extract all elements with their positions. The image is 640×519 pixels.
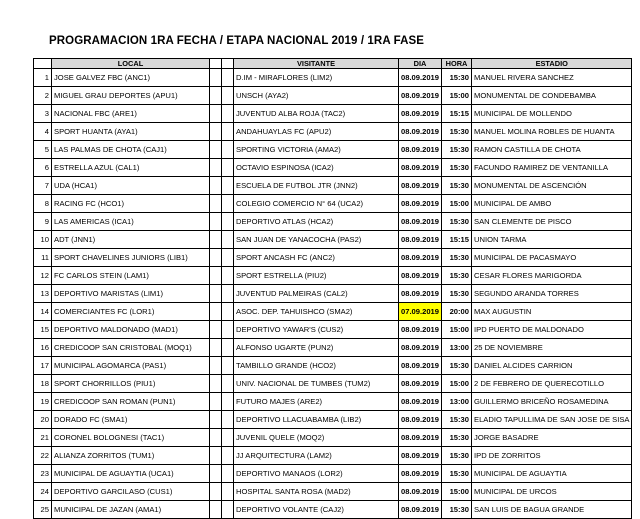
visiting-team-cell: HOSPITAL SANTA ROSA (MAD2): [234, 483, 399, 501]
visiting-team-cell: OCTAVIO ESPINOSA (ICA2): [234, 159, 399, 177]
blank-cell: [210, 87, 222, 105]
visiting-team-cell: JUVENTUD PALMEIRAS (CAL2): [234, 285, 399, 303]
time-cell: 15:30: [442, 429, 472, 447]
visiting-team-cell: JUVENIL QUELE (MOQ2): [234, 429, 399, 447]
visiting-team-cell: D.IM - MIRAFLORES (LIM2): [234, 69, 399, 87]
local-team-cell: LAS AMERICAS (ICA1): [52, 213, 210, 231]
date-cell: 08.09.2019: [399, 231, 442, 249]
local-team-cell: NACIONAL FBC (ARE1): [52, 105, 210, 123]
row-number: 25: [34, 501, 52, 519]
blank-cell: [222, 375, 234, 393]
header-estadio: ESTADIO: [472, 59, 632, 69]
local-team-cell: LAS PALMAS DE CHOTA (CAJ1): [52, 141, 210, 159]
table-row: [34, 267, 632, 285]
local-team-cell: SPORT HUANTA (AYA1): [52, 123, 210, 141]
row-number: 8: [34, 195, 52, 213]
date-cell: 08.09.2019: [399, 141, 442, 159]
visiting-team-cell: TAMBILLO GRANDE (HCO2): [234, 357, 399, 375]
blank-cell: [222, 231, 234, 249]
local-team-cell: DORADO FC (SMA1): [52, 411, 210, 429]
time-cell: 15:15: [442, 105, 472, 123]
date-cell: 08.09.2019: [399, 87, 442, 105]
blank-cell: [222, 249, 234, 267]
blank-cell: [222, 411, 234, 429]
header-hora: HORA: [442, 59, 472, 69]
blank-cell: [222, 483, 234, 501]
date-cell: 08.09.2019: [399, 195, 442, 213]
stadium-cell: SAN LUIS DE BAGUA GRANDE: [472, 501, 632, 519]
visiting-team-cell: SAN JUAN DE YANACOCHA (PAS2): [234, 231, 399, 249]
row-number: 17: [34, 357, 52, 375]
blank-cell: [210, 303, 222, 321]
row-number: 9: [34, 213, 52, 231]
date-cell: 08.09.2019: [399, 393, 442, 411]
blank-cell: [210, 177, 222, 195]
stadium-cell: SAN CLEMENTE DE PISCO: [472, 213, 632, 231]
date-cell: 08.09.2019: [399, 465, 442, 483]
blank-cell: [222, 105, 234, 123]
page-title: PROGRAMACION 1RA FECHA / ETAPA NACIONAL 2019 / 1RA FASE: [49, 35, 425, 47]
blank-cell: [210, 321, 222, 339]
local-team-cell: SPORT CHORRILLOS (PIU1): [52, 375, 210, 393]
table-row: [34, 321, 632, 339]
local-team-cell: CREDICOOP SAN ROMAN (PUN1): [52, 393, 210, 411]
table-row: [34, 465, 632, 483]
stadium-cell: MUNICIPAL DE AGUAYTIA: [472, 465, 632, 483]
stadium-cell: IPD PUERTO DE MALDONADO: [472, 321, 632, 339]
blank-cell: [222, 69, 234, 87]
date-cell: 08.09.2019: [399, 69, 442, 87]
time-cell: 15:30: [442, 159, 472, 177]
blank-cell: [210, 231, 222, 249]
row-number: 2: [34, 87, 52, 105]
header-visitante: VISITANTE: [234, 59, 399, 69]
stadium-cell: MUNICIPAL DE PACASMAYO: [472, 249, 632, 267]
date-cell: 08.09.2019: [399, 339, 442, 357]
time-cell: 15:30: [442, 285, 472, 303]
visiting-team-cell: DEPORTIVO YAWAR'S (CUS2): [234, 321, 399, 339]
time-cell: 15:30: [442, 213, 472, 231]
blank-cell: [222, 123, 234, 141]
time-cell: 15:30: [442, 447, 472, 465]
stadium-cell: JORGE BASADRE: [472, 429, 632, 447]
local-team-cell: MUNICIPAL AGOMARCA (PAS1): [52, 357, 210, 375]
visiting-team-cell: SPORTING VICTORIA (AMA2): [234, 141, 399, 159]
blank-cell: [210, 105, 222, 123]
table-row: [34, 357, 632, 375]
time-cell: 15:00: [442, 321, 472, 339]
local-team-cell: MUNICIPAL DE JAZAN (AMA1): [52, 501, 210, 519]
row-number: 15: [34, 321, 52, 339]
stadium-cell: 2 DE FEBRERO DE QUERECOTILLO: [472, 375, 632, 393]
row-number: 23: [34, 465, 52, 483]
stadium-cell: 25 DE NOVIEMBRE: [472, 339, 632, 357]
row-number: 18: [34, 375, 52, 393]
local-team-cell: UDA (HCA1): [52, 177, 210, 195]
blank-cell: [210, 285, 222, 303]
blank-cell: [210, 69, 222, 87]
time-cell: 15:30: [442, 177, 472, 195]
blank-cell: [222, 465, 234, 483]
stadium-cell: IPD DE ZORRITOS: [472, 447, 632, 465]
stadium-cell: SEGUNDO ARANDA TORRES: [472, 285, 632, 303]
row-number: 7: [34, 177, 52, 195]
time-cell: 15:15: [442, 231, 472, 249]
row-number: 10: [34, 231, 52, 249]
local-team-cell: DEPORTIVO MARISTAS (LIM1): [52, 285, 210, 303]
table-row: [34, 177, 632, 195]
stadium-cell: MUNICIPAL DE AMBO: [472, 195, 632, 213]
table-row: [34, 213, 632, 231]
blank-cell: [210, 159, 222, 177]
blank-cell: [222, 429, 234, 447]
stadium-cell: CESAR FLORES MARIGORDA: [472, 267, 632, 285]
row-number: 24: [34, 483, 52, 501]
blank-cell: [210, 195, 222, 213]
date-cell: 08.09.2019: [399, 429, 442, 447]
time-cell: 15:30: [442, 69, 472, 87]
blank-cell: [222, 501, 234, 519]
table-row: [34, 429, 632, 447]
stadium-cell: UNION TARMA: [472, 231, 632, 249]
table-row: [34, 159, 632, 177]
row-number: 12: [34, 267, 52, 285]
time-cell: 15:30: [442, 501, 472, 519]
row-number: 13: [34, 285, 52, 303]
date-cell: 08.09.2019: [399, 177, 442, 195]
blank-cell: [210, 501, 222, 519]
blank-cell: [222, 195, 234, 213]
stadium-cell: RAMON CASTILLA DE CHOTA: [472, 141, 632, 159]
blank-cell: [222, 339, 234, 357]
visiting-team-cell: COLEGIO COMERCIO N° 64 (UCA2): [234, 195, 399, 213]
local-team-cell: SPORT CHAVELINES JUNIORS (LIB1): [52, 249, 210, 267]
blank-cell: [222, 447, 234, 465]
blank-cell: [222, 177, 234, 195]
local-team-cell: DEPORTIVO GARCILASO (CUS1): [52, 483, 210, 501]
table-row: [34, 123, 632, 141]
row-number: 11: [34, 249, 52, 267]
blank-cell: [222, 303, 234, 321]
visiting-team-cell: FUTURO MAJES (ARE2): [234, 393, 399, 411]
date-cell: 07.09.2019: [399, 303, 442, 321]
blank-cell: [210, 339, 222, 357]
table-row: [34, 285, 632, 303]
local-team-cell: DEPORTIVO MALDONADO (MAD1): [52, 321, 210, 339]
row-number: 1: [34, 69, 52, 87]
blank-cell: [222, 213, 234, 231]
table-row: [34, 141, 632, 159]
local-team-cell: FC CARLOS STEIN (LAM1): [52, 267, 210, 285]
visiting-team-cell: ESCUELA DE FUTBOL JTR (JNN2): [234, 177, 399, 195]
table-row: [34, 501, 632, 519]
table-row: [34, 105, 632, 123]
date-cell: 08.09.2019: [399, 411, 442, 429]
row-number: 5: [34, 141, 52, 159]
row-number: 21: [34, 429, 52, 447]
time-cell: 15:30: [442, 141, 472, 159]
table-row: [34, 69, 632, 87]
local-team-cell: COMERCIANTES FC (LOR1): [52, 303, 210, 321]
schedule-rows: [34, 69, 632, 519]
local-team-cell: CREDICOOP SAN CRISTOBAL (MOQ1): [52, 339, 210, 357]
visiting-team-cell: DEPORTIVO VOLANTE (CAJ2): [234, 501, 399, 519]
row-number: 4: [34, 123, 52, 141]
time-cell: 15:00: [442, 483, 472, 501]
local-team-cell: JOSE GALVEZ FBC (ANC1): [52, 69, 210, 87]
blank-cell: [222, 159, 234, 177]
header-blank-1: [210, 59, 222, 69]
table-row: [34, 303, 632, 321]
date-cell: 08.09.2019: [399, 357, 442, 375]
local-team-cell: ADT (JNN1): [52, 231, 210, 249]
header-num: [34, 59, 52, 69]
table-row: [34, 375, 632, 393]
table-row: [34, 447, 632, 465]
date-cell: 08.09.2019: [399, 483, 442, 501]
visiting-team-cell: ASOC. DEP. TAHUISHCO (SMA2): [234, 303, 399, 321]
blank-cell: [210, 357, 222, 375]
time-cell: 15:00: [442, 87, 472, 105]
row-number: 20: [34, 411, 52, 429]
visiting-team-cell: ANDAHUAYLAS FC (APU2): [234, 123, 399, 141]
stadium-cell: DANIEL ALCIDES CARRION: [472, 357, 632, 375]
date-cell: 08.09.2019: [399, 375, 442, 393]
time-cell: 15:30: [442, 465, 472, 483]
table-row: [34, 483, 632, 501]
header-dia: DIA: [399, 59, 442, 69]
blank-cell: [210, 267, 222, 285]
blank-cell: [210, 141, 222, 159]
local-team-cell: ESTRELLA AZUL (CAL1): [52, 159, 210, 177]
time-cell: 15:30: [442, 267, 472, 285]
row-number: 19: [34, 393, 52, 411]
local-team-cell: MIGUEL GRAU DEPORTES (APU1): [52, 87, 210, 105]
local-team-cell: CORONEL BOLOGNESI (TAC1): [52, 429, 210, 447]
stadium-cell: MANUEL RIVERA SANCHEZ: [472, 69, 632, 87]
stadium-cell: MONUMENTAL DE ASCENCIÓN: [472, 177, 632, 195]
stadium-cell: FACUNDO RAMIREZ DE VENTANILLA: [472, 159, 632, 177]
date-cell: 08.09.2019: [399, 249, 442, 267]
blank-cell: [210, 411, 222, 429]
blank-cell: [222, 393, 234, 411]
visiting-team-cell: JUVENTUD ALBA ROJA (TAC2): [234, 105, 399, 123]
table-row: [34, 339, 632, 357]
visiting-team-cell: SPORT ESTRELLA (PIU2): [234, 267, 399, 285]
date-cell: 08.09.2019: [399, 105, 442, 123]
blank-cell: [222, 87, 234, 105]
table-row: [34, 411, 632, 429]
date-cell: 08.09.2019: [399, 501, 442, 519]
visiting-team-cell: UNSCH (AYA2): [234, 87, 399, 105]
time-cell: 15:00: [442, 195, 472, 213]
visiting-team-cell: JJ ARQUITECTURA (LAM2): [234, 447, 399, 465]
blank-cell: [222, 321, 234, 339]
date-cell: 08.09.2019: [399, 123, 442, 141]
blank-cell: [210, 447, 222, 465]
visiting-team-cell: DEPORTIVO MANAOS (LOR2): [234, 465, 399, 483]
schedule-table: [33, 58, 632, 519]
blank-cell: [210, 393, 222, 411]
local-team-cell: ALIANZA ZORRITOS (TUM1): [52, 447, 210, 465]
visiting-team-cell: SPORT ANCASH FC (ANC2): [234, 249, 399, 267]
date-cell: 08.09.2019: [399, 285, 442, 303]
time-cell: 15:30: [442, 357, 472, 375]
time-cell: 15:30: [442, 411, 472, 429]
blank-cell: [210, 249, 222, 267]
stadium-cell: MANUEL MOLINA ROBLES DE HUANTA: [472, 123, 632, 141]
header-local: LOCAL: [52, 59, 210, 69]
blank-cell: [222, 285, 234, 303]
visiting-team-cell: DEPORTIVO LLACUABAMBA (LIB2): [234, 411, 399, 429]
stadium-cell: MUNICIPAL DE MOLLENDO: [472, 105, 632, 123]
time-cell: 15:30: [442, 249, 472, 267]
stadium-cell: MAX AUGUSTIN: [472, 303, 632, 321]
row-number: 3: [34, 105, 52, 123]
date-cell: 08.09.2019: [399, 267, 442, 285]
local-team-cell: RACING FC (HCO1): [52, 195, 210, 213]
row-number: 6: [34, 159, 52, 177]
time-cell: 15:30: [442, 123, 472, 141]
row-number: 16: [34, 339, 52, 357]
header-row: [34, 59, 632, 69]
stadium-cell: ELADIO TAPULLIMA DE SAN JOSE DE SISA: [472, 411, 632, 429]
table-row: [34, 195, 632, 213]
blank-cell: [222, 267, 234, 285]
date-cell: 08.09.2019: [399, 213, 442, 231]
table-row: [34, 231, 632, 249]
row-number: 22: [34, 447, 52, 465]
time-cell: 20:00: [442, 303, 472, 321]
time-cell: 15:00: [442, 375, 472, 393]
table-row: [34, 393, 632, 411]
table-row: [34, 87, 632, 105]
local-team-cell: MUNICIPAL DE AGUAYTIA (UCA1): [52, 465, 210, 483]
blank-cell: [210, 429, 222, 447]
stadium-cell: MUNICIPAL DE URCOS: [472, 483, 632, 501]
stadium-cell: MONUMENTAL DE CONDEBAMBA: [472, 87, 632, 105]
blank-cell: [210, 483, 222, 501]
blank-cell: [210, 465, 222, 483]
header-blank-2: [222, 59, 234, 69]
date-cell: 08.09.2019: [399, 321, 442, 339]
blank-cell: [210, 375, 222, 393]
visiting-team-cell: UNIV. NACIONAL DE TUMBES (TUM2): [234, 375, 399, 393]
blank-cell: [222, 141, 234, 159]
visiting-team-cell: DEPORTIVO ATLAS (HCA2): [234, 213, 399, 231]
row-number: 14: [34, 303, 52, 321]
time-cell: 13:00: [442, 339, 472, 357]
date-cell: 08.09.2019: [399, 447, 442, 465]
table-row: [34, 249, 632, 267]
time-cell: 13:00: [442, 393, 472, 411]
date-cell: 08.09.2019: [399, 159, 442, 177]
blank-cell: [210, 213, 222, 231]
stadium-cell: GUILLERMO BRICEÑO ROSAMEDINA: [472, 393, 632, 411]
blank-cell: [222, 357, 234, 375]
blank-cell: [210, 123, 222, 141]
visiting-team-cell: ALFONSO UGARTE (PUN2): [234, 339, 399, 357]
